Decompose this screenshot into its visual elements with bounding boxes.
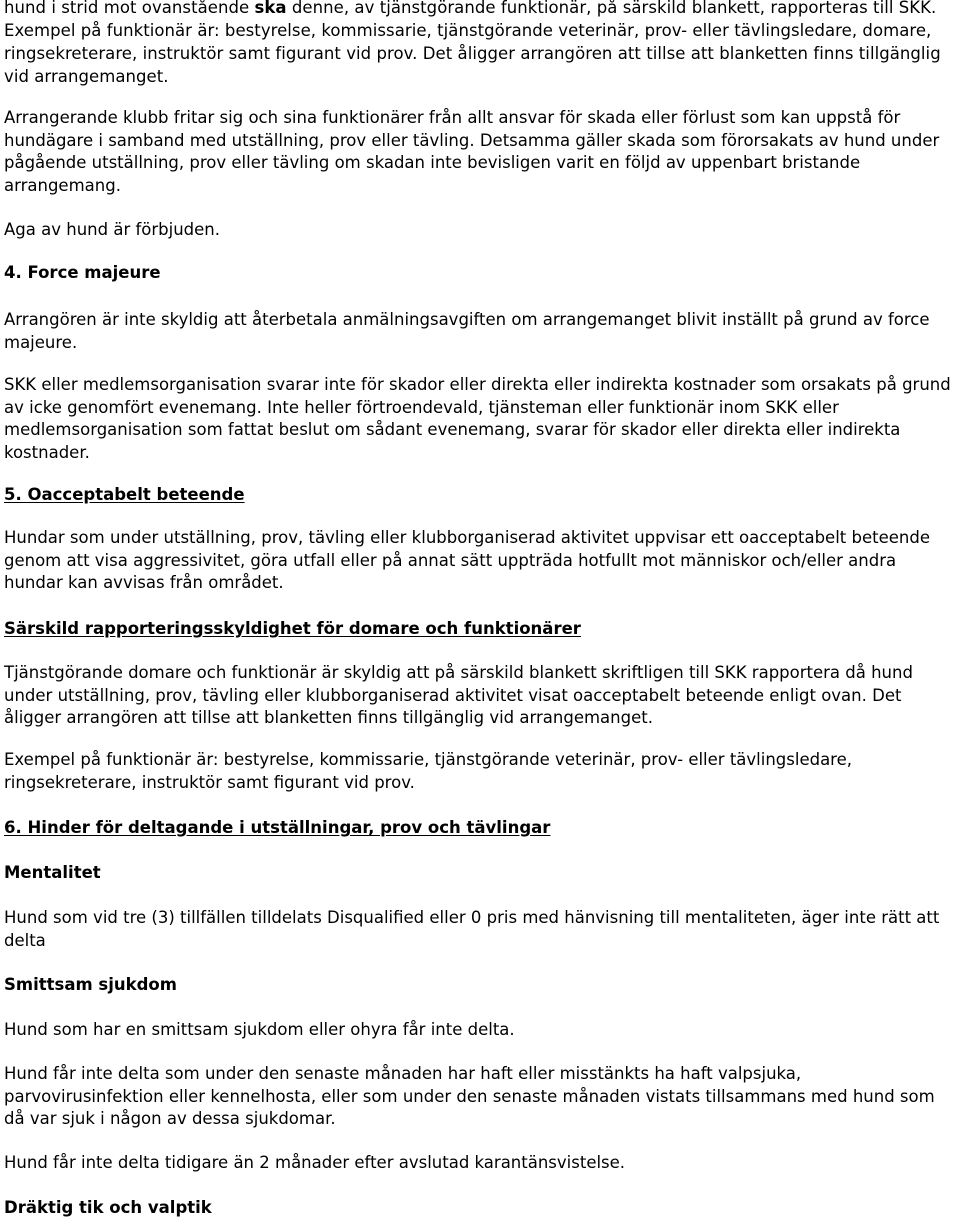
reporting-paragraph-1: Tjänstgörande domare och funktionär är skyldig att på särskild blankett skriftligen till SKK rapportera då hund under utställning, prov, tävling eller klubborganiserad aktivitet visat oacceptabelt beteende enligt ovan. Det åligger arrangören att tillse att blanketten finns tillgänglig vid arrangemanget. (4, 663, 913, 727)
intro-paragraph (4, 0, 956, 88)
section-4-heading: 4. Force majeure (4, 263, 161, 282)
section-5-heading: 5. Oacceptabelt beteende (4, 485, 245, 504)
reporting-paragraph-2: Exempel på funktionär är: bestyrelse, kommissarie, tjänstgörande veterinär, prov- eller tävlingsledare, ringsekreterare, instruktör samt figurant vid prov. (4, 750, 852, 792)
force-majeure-paragraph-2: SKK eller medlemsorganisation svarar inte för skador eller direkta eller indirekta kostnader som orsakats på grund av icke genomfört evenemang. Inte heller förtroendevald, tjänsteman eller funktionär inom SKK eller medlemsorganisation som fattat beslut om sådant evenemang, svarar för skador eller direkta eller indirekta kostnader. (4, 375, 951, 462)
mentality-paragraph: Hund som vid tre (3) tillfällen tilldelats Disqualified eller 0 pris med hänvisning till mentaliteten, äger inte rätt att delta (4, 908, 940, 950)
infection-paragraph-1: Hund som har en smittsam sjukdom eller ohyra får inte delta. (4, 1020, 515, 1039)
aga-paragraph: Aga av hund är förbjuden. (4, 220, 220, 239)
behaviour-paragraph: Hundar som under utställning, prov, tävling eller klubborganiserad aktivitet uppvisar ett oacceptabelt beteende genom att visa aggressivitet, göra utfall eller på annat sätt uppträda hotfullt mot människor och/eller andra hundar kan avvisas från området. (4, 528, 930, 592)
liability-paragraph: Arrangerande klubb fritar sig och sina funktionärer från allt ansvar för skada eller förlust som kan uppstå för hundägare i samband med utställning, prov eller tävling. Detsamma gäller skada som förorsakats av hund under pågående utställning, prov eller tävling om skadan inte bevisligen varit en följd av uppenbart bristande arrangemang. (4, 108, 940, 195)
intro-text-end: denne, av tjänstgörande funktionär, på särskild blankett, rapporteras till SKK. Exempel på funktionär är: bestyrelse, kommissarie, tjänstgörande veterinär, prov- eller tävlingsledare, domare, ringsekreterare, instruktör samt figurant vid prov. Det åligger arrangören att tillse att blanketten finns tillgänglig vid arrangemanget. (4, 0, 941, 86)
force-majeure-paragraph-1: Arrangören är inte skyldig att återbetala anmälningsavgiften om arrangemanget blivit inställt på grund av force majeure. (4, 310, 930, 352)
infection-paragraph-2: Hund får inte delta som under den senaste månaden har haft eller misstänkts ha haft valpsjuka, parvovirusinfektion eller kennelhosta, eller som under den senaste månaden vistats tillsammans med hund som då var sjuk i någon av dessa sjukdomar. (4, 1064, 935, 1128)
reporting-heading: Särskild rapporteringsskyldighet för domare och funktionärer (4, 619, 581, 638)
infection-heading: Smittsam sjukdom (4, 975, 177, 994)
mentality-heading: Mentalitet (4, 863, 101, 882)
infection-paragraph-3: Hund får inte delta tidigare än 2 månader efter avslutad karantänsvistelse. (4, 1153, 626, 1172)
pregnant-heading: Dräktig tik och valptik (4, 1198, 212, 1217)
section-6-heading: 6. Hinder för deltagande i utställningar, prov och tävlingar (4, 818, 551, 837)
intro-bold-word: ska (254, 0, 287, 17)
intro-text-start: hund i strid mot ovanstående (4, 0, 255, 17)
